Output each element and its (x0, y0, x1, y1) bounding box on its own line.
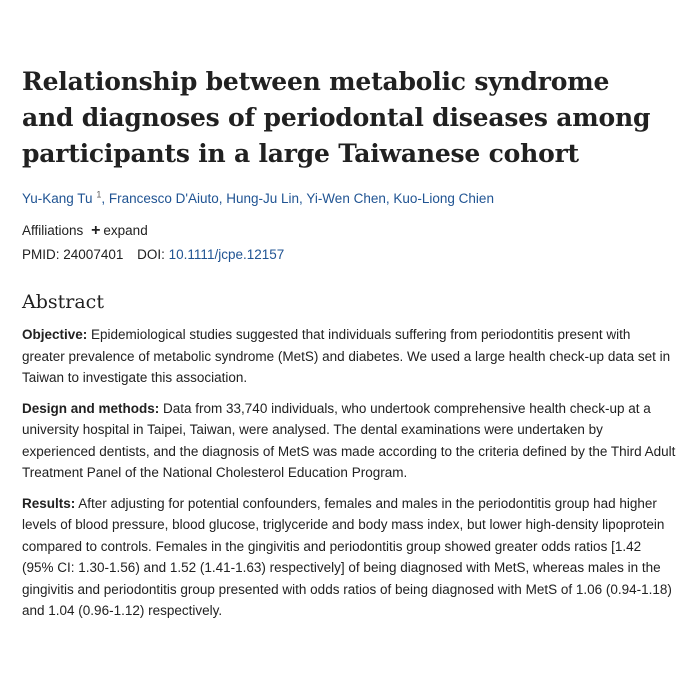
abstract-objective (22, 324, 676, 389)
author-separator: , (385, 191, 394, 206)
results-text: After adjusting for potential confounders, females and males in the periodontitis group had higher levels of blood pressure, blood glucose, triglyceride and body mass index, but lower high-density lipoprotein compared to controls. Females in the gingivitis and periodontitis group showed greater odds ratios [1.42 (95% CI: 1.30-1.56) and 1.52 (1.41-1.63) respectively] of being diagnosed with MetS, whereas males in the gingivitis and periodontitis group presented with odds ratios of being diagnosed with MetS of 1.06 (0.94-1.18) and 1.04 (0.96-1.12) respectively. (22, 495, 672, 618)
objective-text: Epidemiological studies suggested that individuals suffering from periodontitis present with greater prevalence of metabolic syndrome (MetS) and diabetes. We used a large health check-up data set in Taiwan to investigate this association. (22, 327, 671, 385)
author-link[interactable]: Francesco D'Aiuto (108, 191, 219, 206)
author-list (22, 190, 678, 208)
abstract-results (22, 493, 676, 622)
objective-label: Objective: (22, 327, 88, 342)
pmid-value: 24007401 (63, 247, 124, 262)
results-label: Results: (22, 495, 76, 511)
design-text: Data from 33,740 individuals, who undertook comprehensive health check-up at a university hospital in Taipei, Taiwan, were analysed. The dental examinations were undertaken by experienced dentists, and the diagnosis of MetS was made according to the criteria defined by the Third Adult Treatment Panel of the National Cholesterol Education Program. (22, 400, 676, 480)
doi-label: DOI: (137, 247, 165, 262)
expand-affiliations-button[interactable] (91, 223, 148, 238)
author-separator: , (299, 191, 307, 206)
doi-link[interactable]: 10.1111/jcpe.12157 (168, 247, 285, 262)
design-label: Design and methods: (22, 400, 160, 416)
affiliations-label: Affiliations (22, 223, 84, 238)
author-link[interactable]: Hung-Ju Lin (226, 191, 300, 206)
affiliation-ref[interactable]: 1 (96, 189, 102, 200)
article-title: Relationship between metabolic syndrome and diagnoses of periodontal diseases among participants in a large Taiwanese cohort (22, 67, 651, 168)
abstract-heading: Abstract (22, 291, 104, 313)
author-link[interactable]: Kuo-Liong Chien (393, 191, 494, 206)
expand-label: expand (103, 223, 148, 238)
abstract-design-methods (22, 398, 676, 484)
identifiers-row (22, 246, 678, 264)
author-link[interactable]: Yi-Wen Chen (306, 191, 386, 206)
author-link[interactable]: Yu-Kang Tu (22, 191, 93, 206)
plus-icon: + (91, 222, 101, 239)
pmid-label: PMID: (22, 247, 60, 262)
affiliations-row (22, 222, 678, 240)
author-separator: , (101, 191, 109, 206)
author-separator: , (218, 191, 227, 206)
